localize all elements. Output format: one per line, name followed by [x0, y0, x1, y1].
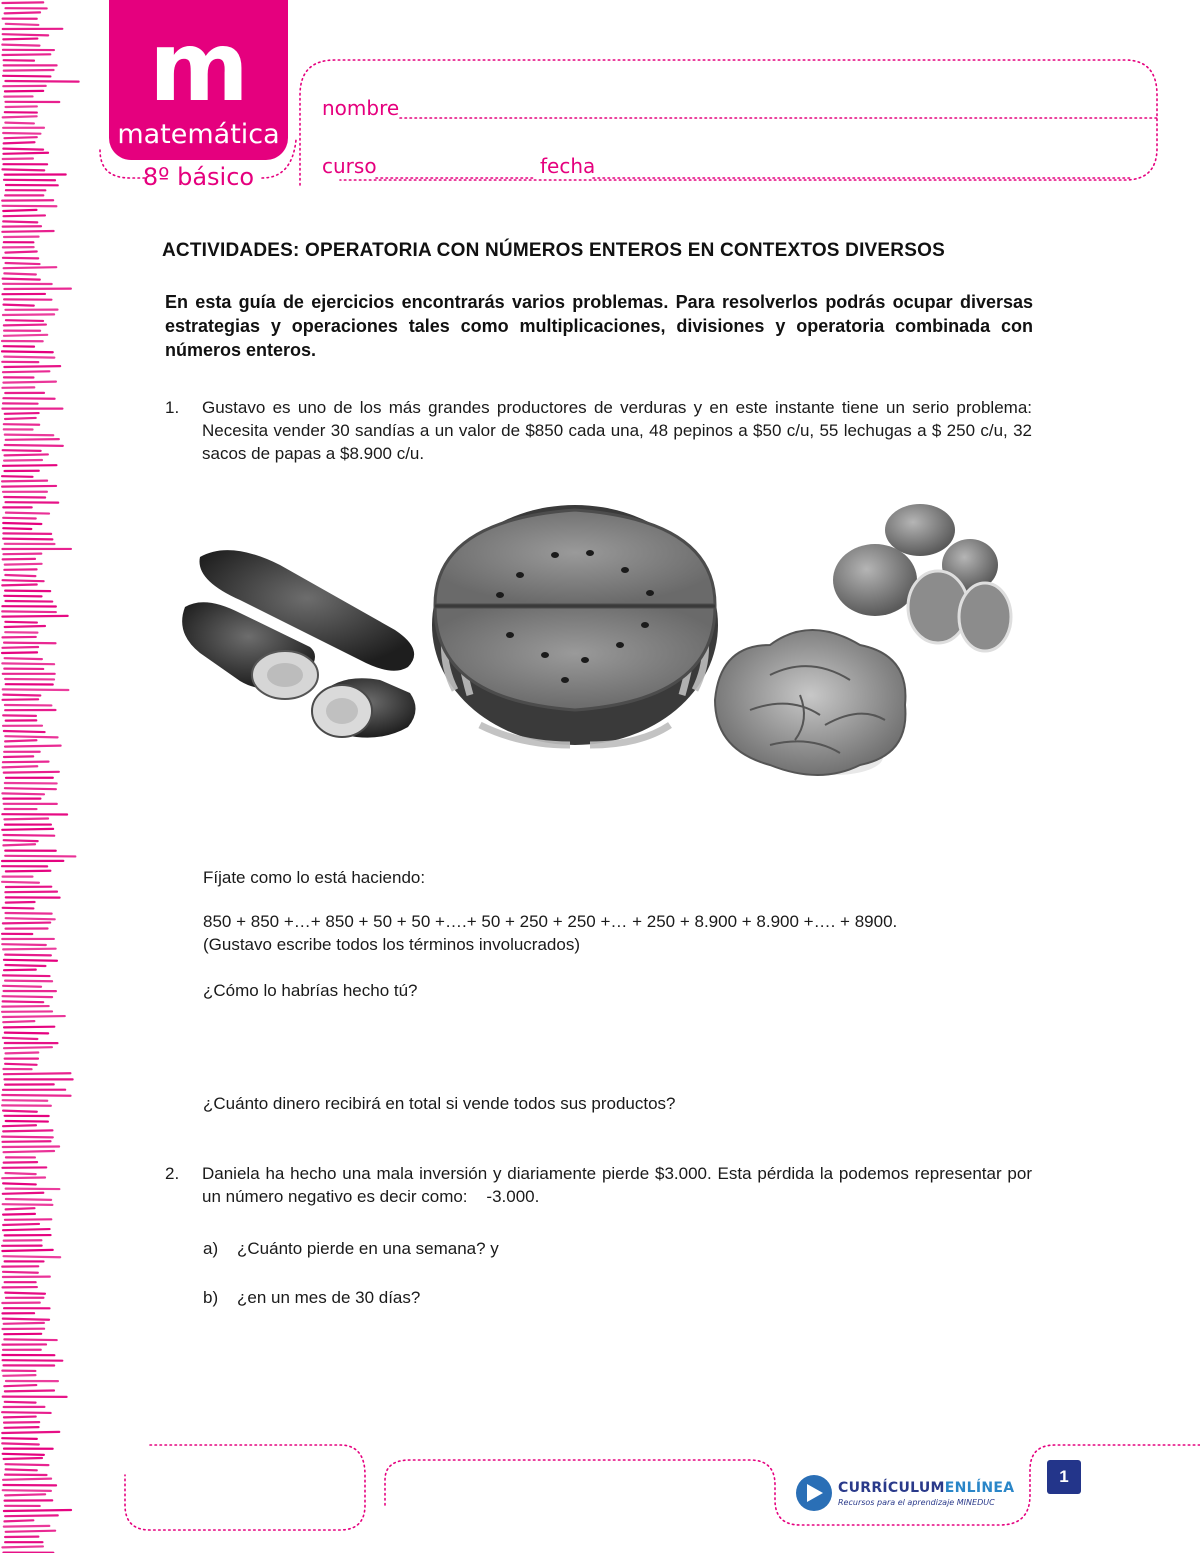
problem-1-text: Gustavo es uno de los más grandes productores de verduras y en este instante tiene un serio problema: Necesita vender 30 sandías a un valor de $850 cada una, 48 pepinos a $50 c/u, 55 lechugas a $ 250 c/u, 32 sacos de papas a $8.900 c/u.: [202, 398, 1032, 463]
problem-2-number: 2.: [165, 1164, 180, 1183]
footer-brand: CURRÍCULUMENLÍNEA: [838, 1480, 1015, 1496]
name-field[interactable]: [400, 96, 1157, 120]
logo-subject: matemática: [117, 119, 280, 150]
name-field-label: nombre: [322, 96, 400, 120]
page-number: 1: [1047, 1460, 1081, 1494]
watermelon-image: [432, 505, 718, 745]
intro-paragraph: En esta guía de ejercicios encontrarás varios problemas. Para resolverlos podrás ocupar diversas estrategias y operaciones tales como multiplicaciones, divisiones y operatoria combinada con números enteros.: [165, 292, 1033, 360]
problem-1-number: 1.: [165, 398, 180, 417]
sub-b-label: b): [203, 1288, 219, 1307]
date-field[interactable]: [593, 154, 1130, 178]
lettuce-image: [715, 630, 905, 775]
curriculum-play-icon: [794, 1473, 834, 1513]
question-how: ¿Cómo lo habrías hecho tú?: [203, 981, 418, 1000]
logo-letter: m: [148, 11, 248, 123]
sub-b-question: ¿en un mes de 30 días?: [237, 1288, 421, 1307]
potatoes-image: [833, 504, 1011, 651]
answer-area-how[interactable]: [203, 1005, 1033, 1085]
question-total: ¿Cuánto dinero recibirá en total si vende todos sus productos?: [203, 1094, 676, 1113]
grade-label: 8º básico: [142, 163, 255, 191]
example-note: (Gustavo escribe todos los términos involucrados): [203, 935, 580, 954]
sub-a-label: a): [203, 1239, 219, 1258]
course-field-label: curso: [322, 154, 377, 178]
answer-area-total[interactable]: [203, 1118, 1033, 1158]
problem-2-text: Daniela ha hecho una mala inversión y diariamente pierde $3.000. Esta pérdida la podemos representar por un número negativo es decir como: -3.000.: [202, 1164, 1037, 1206]
example-expression: 850 + 850 +…+ 850 + 50 + 50 +….+ 50 + 250 + 250 +… + 250 + 8.900 + 8.900 +…. + 8900.: [203, 912, 898, 931]
course-field[interactable]: [376, 154, 536, 178]
example-intro: Fíjate como lo está haciendo:: [203, 868, 426, 887]
sub-a-question: ¿Cuánto pierde en una semana? y: [237, 1239, 499, 1258]
vegetables-illustration: [170, 495, 1050, 835]
cucumber-image: [182, 550, 415, 738]
footer-tagline: Recursos para el aprendizaje MINEDUC: [838, 1498, 995, 1507]
page-title: ACTIVIDADES: OPERATORIA CON NÚMEROS ENTEROS EN CONTEXTOS DIVERSOS: [162, 240, 945, 261]
date-field-label: fecha: [540, 154, 596, 178]
